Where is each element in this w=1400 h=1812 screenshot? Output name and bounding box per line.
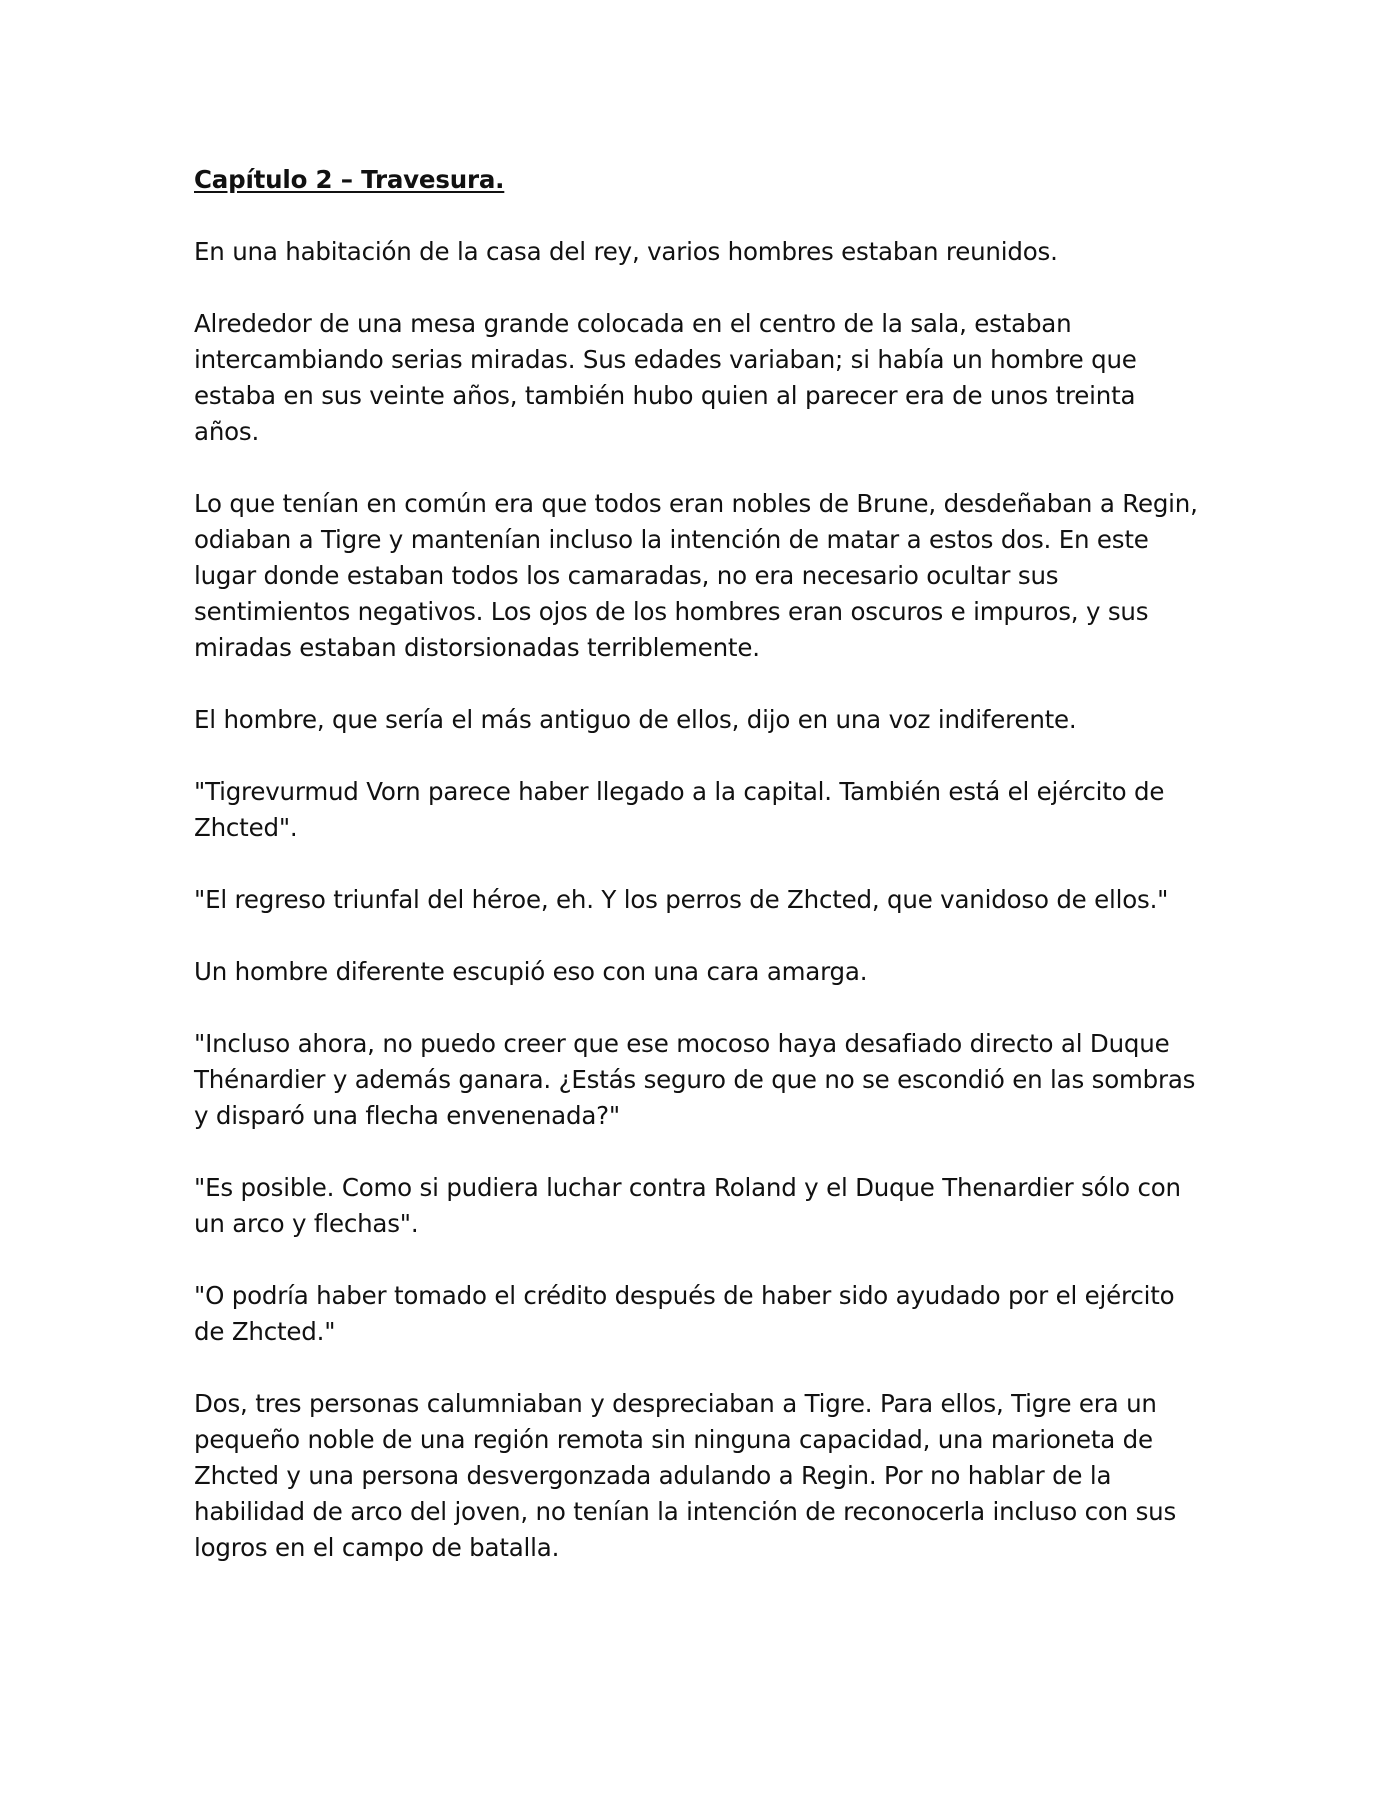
paragraph-7: Un hombre diferente escupió eso con una cara amarga. (194, 957, 868, 986)
chapter-title: Capítulo 2 – Travesura. (194, 165, 505, 194)
paragraph-8: "Incluso ahora, no puedo creer que ese mocoso haya desafiado directo al Duque Thénardier y además ganara. ¿Estás seguro de que no se escondió en las sombras y disparó una flecha envenenada?" (194, 1029, 1196, 1130)
paragraph-4: El hombre, que sería el más antiguo de ellos, dijo en una voz indiferente. (194, 705, 1077, 734)
paragraph-9: "Es posible. Como si pudiera luchar contra Roland y el Duque Thenardier sólo con un arco y flechas". (194, 1173, 1181, 1238)
paragraph-10: "O podría haber tomado el crédito después de haber sido ayudado por el ejército de Zhcted." (194, 1281, 1175, 1346)
document-body (194, 162, 1204, 1602)
paragraph-11: Dos, tres personas calumniaban y despreciaban a Tigre. Para ellos, Tigre era un pequeño noble de una región remota sin ninguna capacidad, una marioneta de Zhcted y una persona desvergonzada adulando a Regin. Por no hablar de la habilidad de arco del joven, no tenían la intención de reconocerla incluso con sus logros en el campo de batalla. (194, 1389, 1177, 1562)
paragraph-6: "El regreso triunfal del héroe, eh. Y los perros de Zhcted, que vanidoso de ellos." (194, 885, 1169, 914)
paragraph-5: "Tigrevurmud Vorn parece haber llegado a la capital. También está el ejército de Zhcted". (194, 777, 1165, 842)
paragraph-1: En una habitación de la casa del rey, varios hombres estaban reunidos. (194, 237, 1058, 266)
paragraph-3: Lo que tenían en común era que todos eran nobles de Brune, desdeñaban a Regin, odiaban a Tigre y mantenían incluso la intención de matar a estos dos. En este lugar donde estaban todos los camaradas, no era necesario ocultar sus sentimientos negativos. Los ojos de los hombres eran oscuros e impuros, y sus miradas estaban distorsionadas terriblemente. (194, 489, 1198, 662)
paragraph-2: Alrededor de una mesa grande colocada en el centro de la sala, estaban intercambiando serias miradas. Sus edades variaban; si había un hombre que estaba en sus veinte años, también hubo quien al parecer era de unos treinta años. (194, 309, 1137, 446)
